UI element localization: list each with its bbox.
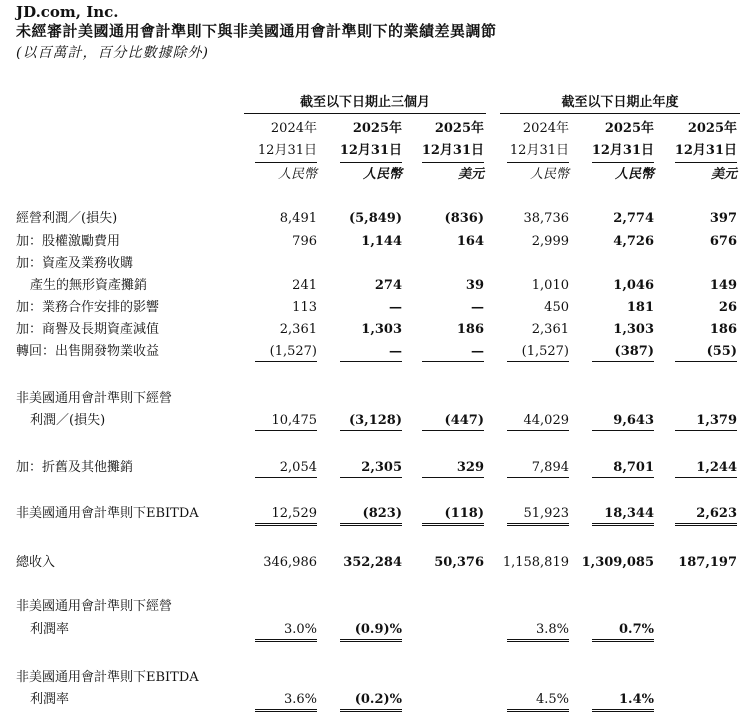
column-date: 12月31日 — [421, 143, 484, 158]
value-underline — [255, 361, 317, 362]
value-underline — [675, 523, 737, 526]
value-underline — [255, 639, 317, 642]
value-underline — [422, 361, 484, 362]
value-underline — [507, 477, 569, 478]
value-underline — [422, 523, 484, 526]
value-cell: 164 — [456, 234, 484, 249]
row-label: 加：資產及業務收購 — [16, 256, 134, 271]
value-underline — [507, 639, 569, 642]
value-cell: 8,491 — [279, 211, 317, 226]
row-label: 加：業務合作安排的影響 — [16, 300, 160, 315]
column-currency: 人民幣 — [362, 167, 402, 182]
row-label: 非美國通用會計準則下EBITDA — [16, 670, 199, 685]
value-cell: 2,361 — [531, 322, 569, 337]
group-header-three-months: 截至以下日期止三個月 — [299, 95, 430, 110]
value-cell: 181 — [626, 300, 654, 315]
column-year: 2024年 — [522, 121, 569, 136]
value-cell: 18,344 — [604, 506, 654, 521]
row-label: 非美國通用會計準則下經營 — [16, 599, 173, 614]
value-cell: (387) — [614, 344, 654, 359]
value-cell: 50,376 — [434, 555, 484, 570]
value-cell: 8,701 — [613, 460, 654, 475]
value-cell: 2,361 — [279, 322, 317, 337]
value-cell: 346,986 — [263, 555, 317, 570]
group-underline-year — [500, 113, 740, 114]
value-cell: 2,774 — [613, 211, 654, 226]
value-cell: 676 — [709, 234, 737, 249]
value-cell: — — [389, 344, 402, 359]
column-header-underline — [592, 162, 654, 163]
value-underline — [340, 709, 402, 712]
column-date: 12月31日 — [257, 143, 317, 158]
value-cell: 186 — [709, 322, 737, 337]
row-label: 利潤／(損失) — [30, 413, 106, 428]
value-cell: 2,999 — [531, 234, 569, 249]
value-cell: 3.8% — [535, 622, 569, 637]
value-underline — [340, 361, 402, 362]
column-year: 2025年 — [687, 121, 737, 136]
value-underline — [255, 430, 317, 431]
value-underline — [507, 430, 569, 431]
column-currency: 人民幣 — [277, 167, 317, 182]
group-header-year: 截至以下日期止年度 — [561, 95, 679, 110]
value-cell: 450 — [544, 300, 569, 315]
value-cell: 329 — [456, 460, 484, 475]
value-cell: (1,527) — [521, 344, 569, 359]
value-cell: 9,643 — [613, 413, 654, 428]
row-label: 轉回：出售開發物業收益 — [16, 344, 160, 359]
value-cell: 1,303 — [613, 322, 654, 337]
column-header-underline — [675, 162, 737, 163]
value-cell: 7,894 — [531, 460, 569, 475]
value-underline — [340, 639, 402, 642]
report-title: 未經審計美國通用會計準則下與非美國通用會計準則下的業績差異調節 — [16, 22, 497, 40]
value-cell: 1,309,085 — [581, 555, 654, 570]
value-cell: 2,305 — [361, 460, 402, 475]
row-label: 加：股權激勵費用 — [16, 234, 121, 249]
value-cell: 1,144 — [361, 234, 402, 249]
value-underline — [592, 430, 654, 431]
column-year: 2025年 — [352, 121, 402, 136]
value-cell: 2,054 — [279, 460, 317, 475]
column-currency: 美元 — [457, 167, 484, 182]
value-cell: 113 — [292, 300, 317, 315]
value-cell: 44,029 — [523, 413, 569, 428]
value-underline — [592, 477, 654, 478]
row-label: 利潤率 — [30, 622, 70, 637]
value-underline — [340, 430, 402, 431]
column-date: 12月31日 — [591, 143, 654, 158]
row-label: 經營利潤／(損失) — [16, 211, 118, 226]
value-cell: (823) — [362, 506, 402, 521]
row-label: 產生的無形資產攤銷 — [30, 278, 148, 293]
value-underline — [340, 477, 402, 478]
group-underline-three-months — [244, 113, 486, 114]
column-currency: 美元 — [710, 167, 737, 182]
report-subtitle: (以百萬計，百分比數據除外) — [16, 45, 209, 61]
row-label: 非美國通用會計準則下經營 — [16, 391, 173, 406]
row-label: 加：商譽及長期資產減值 — [16, 322, 160, 337]
value-cell: 1,379 — [696, 413, 737, 428]
value-cell: — — [471, 344, 484, 359]
value-cell: 0.7% — [619, 622, 654, 637]
value-underline — [422, 477, 484, 478]
value-cell: (3,128) — [348, 413, 402, 428]
value-underline — [255, 709, 317, 712]
company-name: JD.com, Inc. — [16, 3, 119, 21]
value-cell: 38,736 — [523, 211, 569, 226]
value-cell: 51,923 — [523, 506, 569, 521]
value-cell: (5,849) — [348, 211, 402, 226]
value-cell: (836) — [444, 211, 484, 226]
value-cell: (447) — [444, 413, 484, 428]
value-underline — [592, 709, 654, 712]
value-cell: 1,158,819 — [502, 555, 569, 570]
value-cell: 12,529 — [271, 506, 317, 521]
value-underline — [592, 361, 654, 362]
column-year: 2024年 — [270, 121, 317, 136]
column-currency: 人民幣 — [529, 167, 569, 182]
value-cell: (118) — [444, 506, 484, 521]
value-underline — [255, 523, 317, 526]
value-cell: — — [471, 300, 484, 315]
value-underline — [592, 639, 654, 642]
value-cell: 2,623 — [696, 506, 737, 521]
value-cell: 796 — [292, 234, 317, 249]
row-label: 非美國通用會計準則下EBITDA — [16, 506, 199, 521]
value-cell: 241 — [292, 278, 317, 293]
value-underline — [340, 523, 402, 526]
value-cell: 149 — [709, 278, 737, 293]
column-header-underline — [255, 162, 317, 163]
value-cell: 274 — [374, 278, 402, 293]
value-underline — [422, 430, 484, 431]
value-cell: 39 — [465, 278, 484, 293]
column-currency: 人民幣 — [614, 167, 654, 182]
value-cell: 10,475 — [271, 413, 317, 428]
column-year: 2025年 — [604, 121, 654, 136]
value-cell: 1,244 — [696, 460, 737, 475]
value-cell: 397 — [709, 211, 737, 226]
value-underline — [675, 477, 737, 478]
value-cell: 1,303 — [361, 322, 402, 337]
row-label: 利潤率 — [30, 692, 70, 707]
value-underline — [675, 361, 737, 362]
column-date: 12月31日 — [509, 143, 569, 158]
value-underline — [507, 361, 569, 362]
value-cell: 4.5% — [535, 692, 569, 707]
value-cell: — — [389, 300, 402, 315]
value-cell: (55) — [706, 344, 737, 359]
row-label: 加：折舊及其他攤銷 — [16, 460, 134, 475]
row-label: 總收入 — [16, 555, 56, 570]
value-underline — [255, 477, 317, 478]
value-cell: 352,284 — [343, 555, 402, 570]
value-cell: (0.9)% — [354, 622, 402, 637]
column-year: 2025年 — [434, 121, 484, 136]
value-cell: 4,726 — [613, 234, 654, 249]
value-underline — [507, 523, 569, 526]
value-cell: (0.2)% — [354, 692, 402, 707]
value-cell: 1.4% — [619, 692, 654, 707]
column-header-underline — [340, 162, 402, 163]
value-cell: 186 — [456, 322, 484, 337]
value-underline — [675, 430, 737, 431]
value-underline — [592, 523, 654, 526]
value-cell: 187,197 — [678, 555, 737, 570]
value-cell: (1,527) — [269, 344, 317, 359]
column-header-underline — [507, 162, 569, 163]
value-cell: 26 — [718, 300, 737, 315]
value-cell: 1,010 — [531, 278, 569, 293]
value-cell: 3.6% — [283, 692, 317, 707]
value-cell: 1,046 — [613, 278, 654, 293]
value-underline — [507, 709, 569, 712]
column-header-underline — [422, 162, 484, 163]
value-cell: 3.0% — [283, 622, 317, 637]
column-date: 12月31日 — [339, 143, 402, 158]
column-date: 12月31日 — [674, 143, 737, 158]
